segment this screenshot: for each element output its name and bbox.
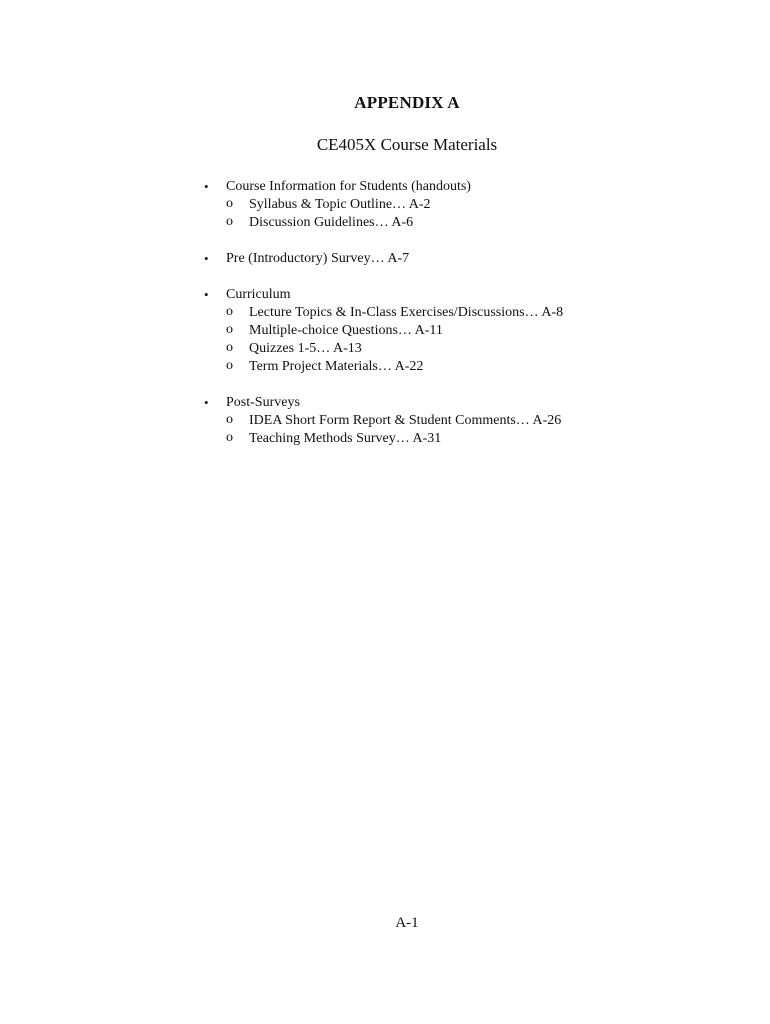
section-label: Course Information for Students (handouts) <box>226 179 471 194</box>
list-item <box>226 214 724 232</box>
section-label: Post-Surveys <box>226 395 300 410</box>
list-item-text: Discussion Guidelines… A-6 <box>249 215 414 230</box>
toc-section-course-information <box>204 178 724 232</box>
list-item <box>226 412 724 430</box>
list-item <box>226 358 724 376</box>
list-item <box>226 322 724 340</box>
list-item-text: Lecture Topics & In-Class Exercises/Discussions… A-8 <box>249 305 564 320</box>
circle-bullet-icon: o <box>226 358 233 373</box>
bullet-icon: • <box>204 287 209 302</box>
table-of-contents <box>204 178 724 466</box>
circle-bullet-icon: o <box>226 430 233 445</box>
sub-list <box>226 196 724 232</box>
bullet-icon: • <box>204 179 209 194</box>
list-item-text: Syllabus & Topic Outline… A-2 <box>249 197 431 212</box>
section-label: Curriculum <box>226 287 291 302</box>
circle-bullet-icon: o <box>226 322 233 337</box>
circle-bullet-icon: o <box>226 304 233 319</box>
list-item-text: Quizzes 1-5… A-13 <box>249 341 362 356</box>
list-item-text: Multiple-choice Questions… A-11 <box>249 323 443 338</box>
document-subtitle: CE405X Course Materials <box>316 135 498 154</box>
sub-list <box>226 304 724 376</box>
circle-bullet-icon: o <box>226 412 233 427</box>
list-item-text: Term Project Materials… A-22 <box>249 359 424 374</box>
list-item <box>226 340 724 358</box>
sub-list <box>226 412 724 448</box>
list-item-text: IDEA Short Form Report & Student Comments… A-26 <box>249 413 562 428</box>
list-item <box>226 430 724 448</box>
bullet-icon: • <box>204 395 209 410</box>
toc-section-curriculum <box>204 286 724 376</box>
page-number: A-1 <box>395 915 419 931</box>
toc-section-pre-survey <box>204 250 724 268</box>
list-item <box>226 304 724 322</box>
toc-section-post-surveys <box>204 394 724 448</box>
circle-bullet-icon: o <box>226 214 233 229</box>
section-label: Pre (Introductory) Survey… A-7 <box>226 251 410 266</box>
circle-bullet-icon: o <box>226 340 233 355</box>
list-item-text: Teaching Methods Survey… A-31 <box>249 431 442 446</box>
bullet-icon: • <box>204 251 209 266</box>
circle-bullet-icon: o <box>226 196 233 211</box>
list-item <box>226 196 724 214</box>
appendix-title: APPENDIX A <box>354 93 460 112</box>
